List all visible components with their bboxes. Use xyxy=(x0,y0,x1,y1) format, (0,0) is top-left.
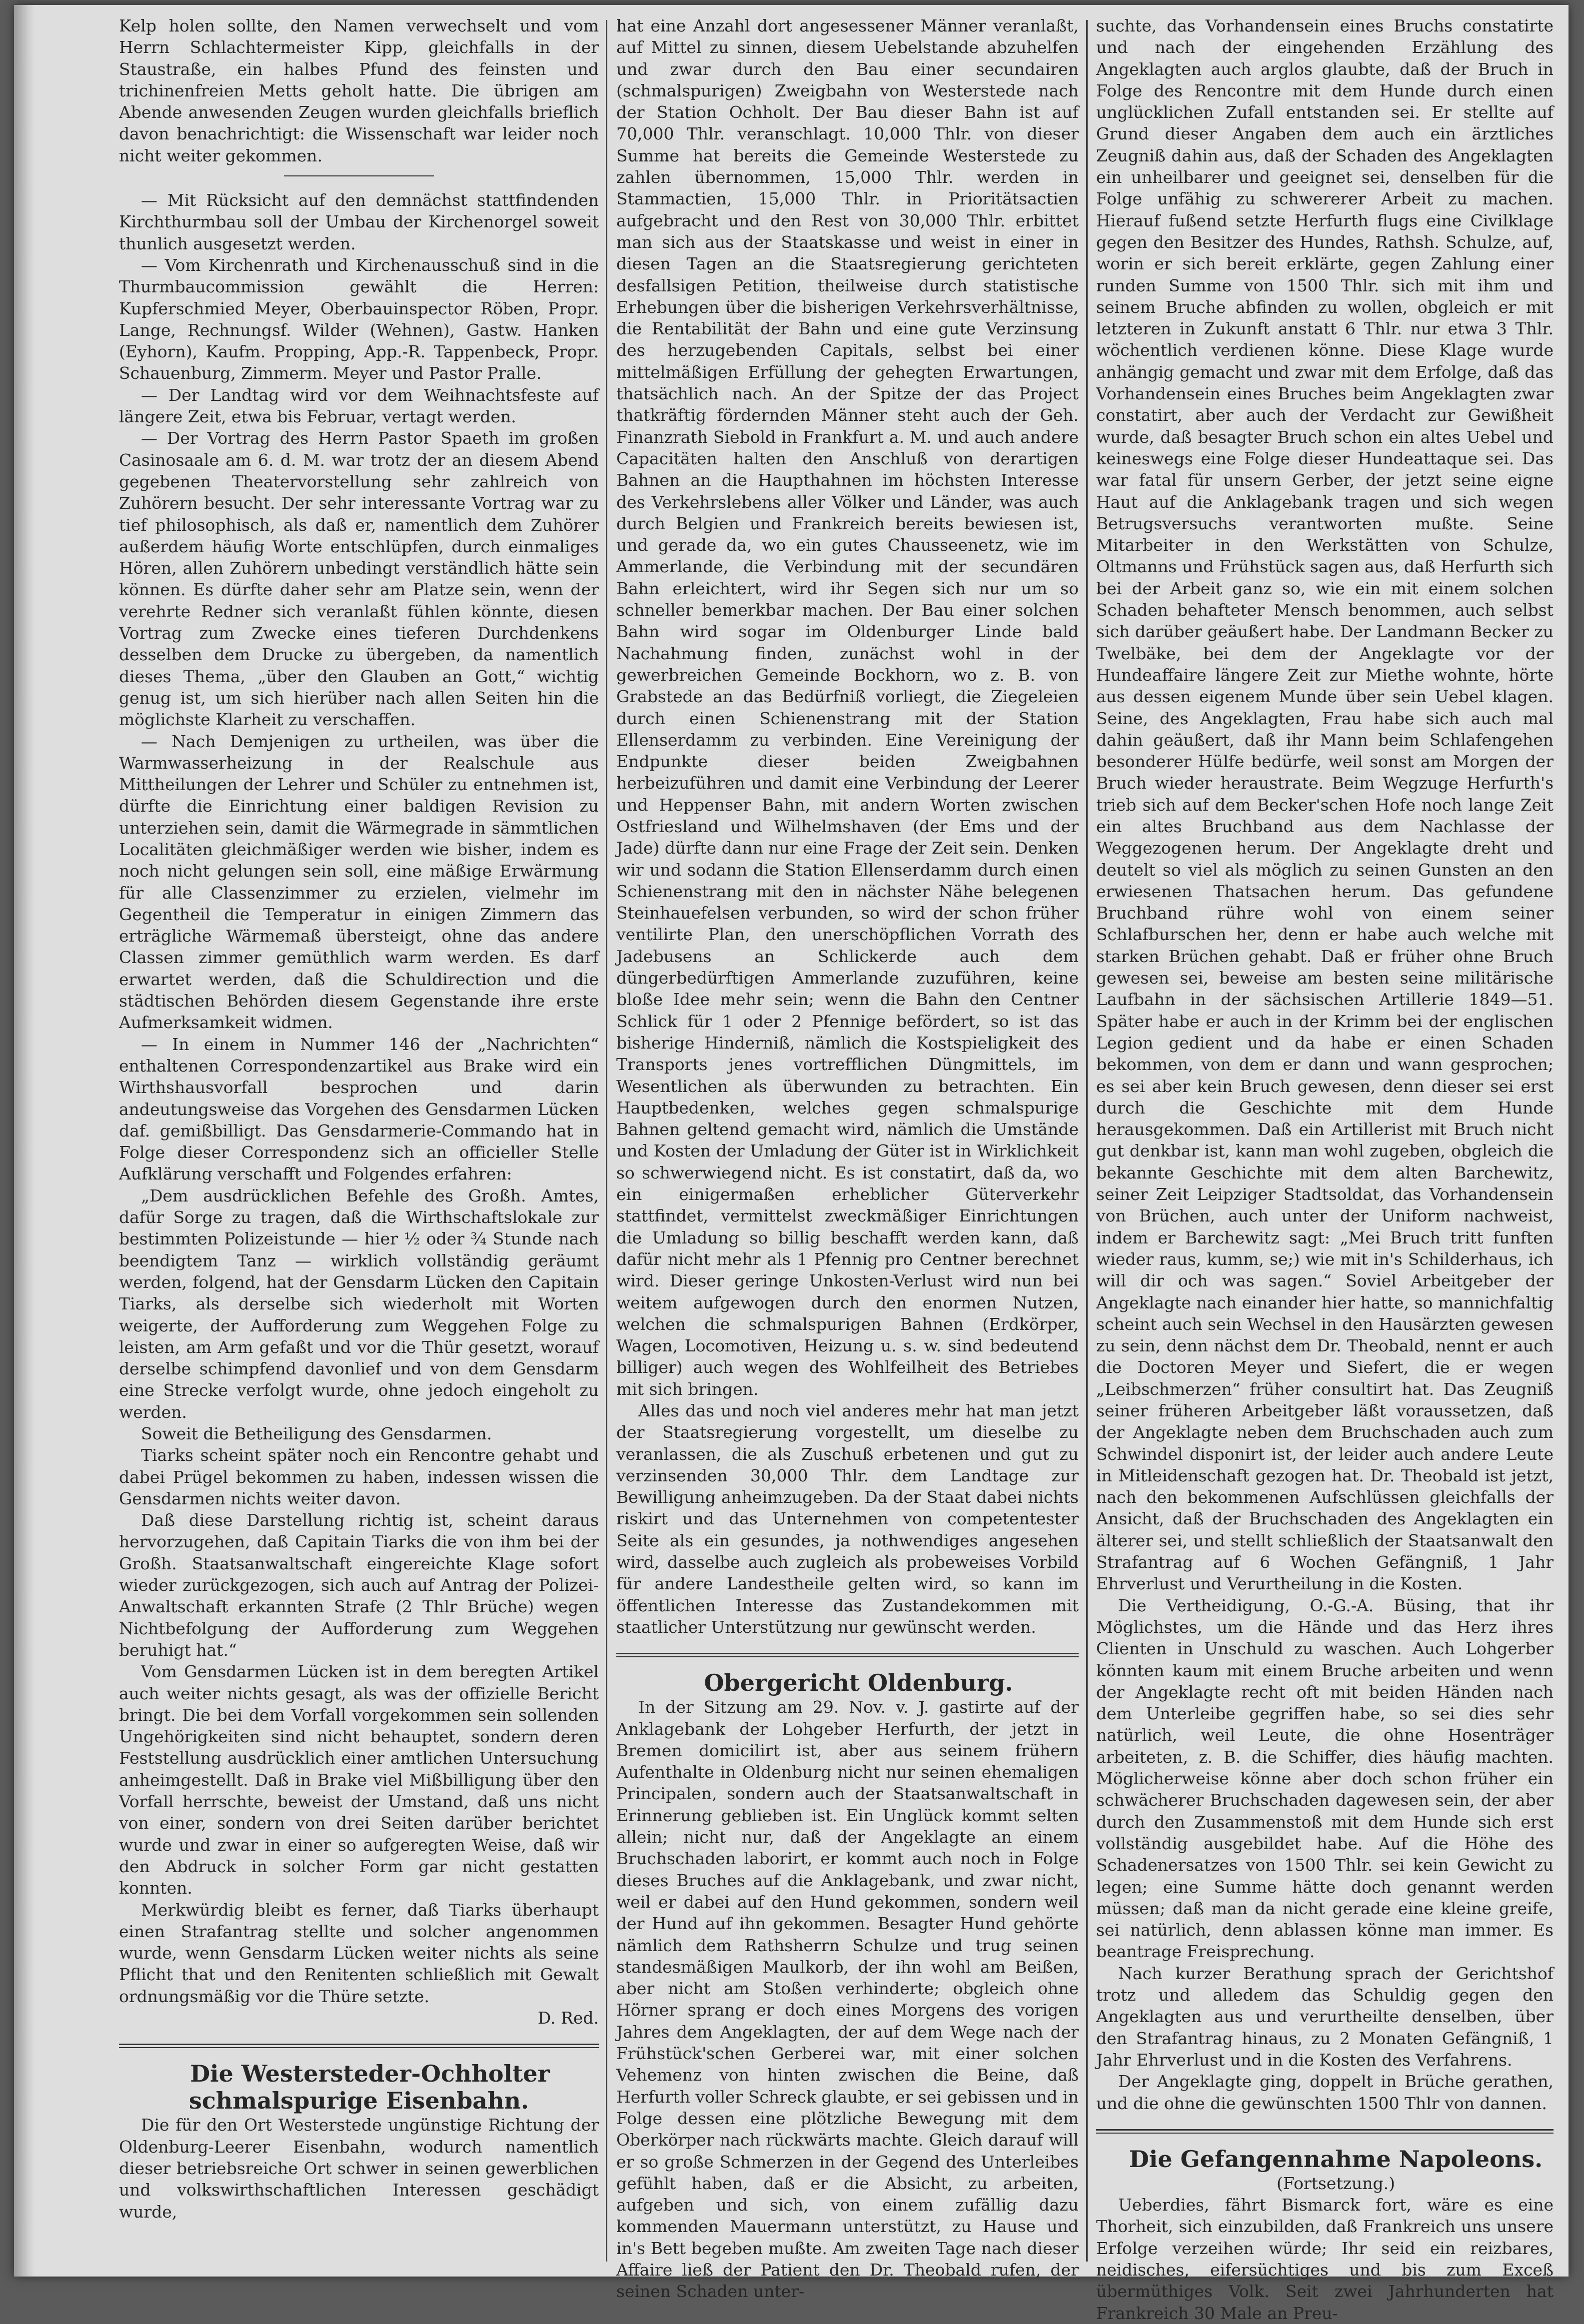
article-paragraph: suchte, das Vorhandensein eines Bruchs constatirte und nach der eingehenden Erzählung des Angeklagten auch arglos glaubte, daß der Bruch in Folge des Rencontre mit dem Hunde durch einen unglücklichen Zufall entstanden sei. Er stellte auf Grund dieser Angaben dem auch ein ärztliches Zeugniß dahin aus, daß der Schaden des Angeklagten ein unheilbarer und geeignet sei, denselben für die Folge unfähig zu schwererer Arbeit zu machen. Hierauf fußend setzte Herfurth flugs eine Civilklage gegen den Besitzer des Hundes, Rathsh. Schulze, auf, worin er sich bereit erklärte, gegen Zahlung einer runden Summe von 1500 Thlr. sich mit ihm und seinem Bruche abfinden zu wollen, obgleich er mit letzteren in Zukunft anstatt 6 Thlr. nur etwa 3 Thlr. wöchentlich verdienen könne. Diese Klage wurde anhängig gemacht und zwar mit dem Erfolge, daß das Vorhandensein eines Bruches beim Angeklagten zwar constatirt, aber auch der Verdacht zur Gewißheit wurde, daß besagter Bruch schon ein altes Uebel und keineswegs eine Folge dieser Hundeattaque sei. Das war fatal für unsern Gerber, der jetzt seine eigne Haut auf die Anklagebank tragen und sich wegen Betrugsversuchs verantworten mußte. Seine Mitarbeiter in den Werkstätten von Schulze, Oltmanns und Frühstück sagen aus, daß Herfurth sich bei der Arbeit ganz so, wie ein mit einem solchen Schaden behafteter Mensch benommen, auch selbst sich darüber geäußert habe. Der Landmann Becker zu Twelbäke, bei dem der Angeklagte vor der Hundeaffaire längere Zeit zur Miethe wohnte, hörte aus dessen eigenem Munde über sein Uebel klagen. Seine, des Angeklagten, Frau habe sich auch mal dahin geäußert, daß ihr Mann beim Schlafengehen besonderer Hülfe bedürfe, weil sonst am Morgen der Bruch wieder heraustrate. Beim Wegzuge Herfurth's trieb sich auf dem Becker'schen Hofe noch lange Zeit ein altes Bruchband aus dem Nachlasse der Weggezogenen herum. Der Angeklagte dreht und deutelt so viel als möglich zu seinen Gunsten an den erwiesenen Thatsachen herum. Das gefundene Bruchband rühre wohl von einem seiner Schlafburschen her, denn er habe auch welche mit starken Brüchen gehabt. Daß er früher ohne Bruch gewesen sei, beweise am besten seine militärische Laufbahn in der sächsischen Artillerie 1849—51. Später habe er auch in der Krimm bei der englischen Legion gedient und da habe er einen Schaden bekommen, von dem er dann und wann gesprochen; es sei aber kein Bruch gewesen, denn dieser sei erst durch die Geschichte mit dem Hunde herausgekommen. Daß ein Artillerist mit Bruch nicht gut denkbar ist, kann man wohl zugeben, obgleich die bekannte Geschichte mit dem alten Barchewitz, seiner Zeit Leipziger Stadtsoldat, das Vorhandensein von Brüchen, auch unter der Uniform nachweist, indem er Barchewitz sagt: „Mei Bruch tritt funften wieder raus, kumm, se;) wie mit in's Schilderhaus, ich will dir och was sagen.“ Soviel Arbeitgeber der Angeklagte nach einander hier hatte, so mannichfaltig scheint auch sein Wechsel in den Hausärzten gewesen zu sein, denn nächst dem Dr. Theobald, nennt er auch die Doctoren Meyer und Siefert, die er wegen „Leibschmerzen“ früher consultirt hat. Das Zeugniß seiner früheren Arbeitgeber läßt voraussetzen, daß der Angeklagte neben dem Bruchschaden auch zum Schwindel disponirt ist, der leider auch andere Leute in Mitleidenschaft gezogen hat. Dr. Theobald ist jetzt, nach den bekommenen Aufschlüssen gleichfalls der Ansicht, daß der Bruchschaden des Angeklagten ein älterer sei, und stellt schließlich der Staatsanwalt den Strafantrag auf 6 Wochen Gefängniß, 1 Jahr Ehrverlust und Verurtheilung in die Kosten. xyxy=(1096,16,1554,1594)
page-binding-edge xyxy=(14,5,35,2277)
article-paragraph: — Der Vortrag des Herrn Pastor Spaeth im großen Casinosaale am 6. d. M. war trotz der an diesem Abend gegebenen Theatervorstellung sehr zahlreich von Zuhörern besucht. Der sehr interessante Vortrag war zu tief philosophisch, als daß er, namentlich dem Zuhörer außerdem häufig Worte entschlüpfen, durch einmaliges Hören, allen Zuhörern unbedingt verständlich hätte sein können. Es dürfte daher sehr am Platze sein, wenn der verehrte Redner sich veranlaßt fühlen könnte, diesen Vortrag zum Zwecke eines tieferen Durchdenkens desselben dem Drucke zu übergeben, da namentlich dieses Thema, „über den Glauben an Gott,“ wichtig genug ist, um sich hierüber nach allen Seiten hin die möglichste Klarheit zu verschaffen. xyxy=(119,428,599,730)
column-rule-1 xyxy=(606,20,607,2262)
section-divider xyxy=(1096,2129,1554,2134)
column-left xyxy=(119,15,599,2267)
article-paragraph: In der Sitzung am 29. Nov. v. J. gastirte auf der Anklagebank der Lohgeber Herfurth, der jetzt in Bremen domicilirt ist, aber aus seinem frühern Aufenthalte in Oldenburg nicht nur seinen ehemaligen Principalen, sondern auch der Staatsanwaltschaft in Erinnerung geblieben ist. Ein Unglück kommt selten allein; nicht nur, daß der Angeklagte an einem Bruchschaden laborirt, er kommt auch noch in Folge dieses Bruches auf die Anklagebank, und zwar nicht, weil er dabei auf den Hund gekommen, sondern weil der Hund auf ihn gekommen. Besagter Hund gehörte nämlich dem Rathsherrn Schulze und trug seinen standesmäßigen Maulkorb, der ihn wohl am Beißen, aber nicht am Stoßen verhinderte; obgleich ohne Hörner sprang er doch eines Morgens des vorigen Jahres dem Angeklagten, der auf dem Wege nach der Frühstück'schen Gerberei war, mit einer solchen Vehemenz von hinten zwischen die Beine, daß Herfurth voller Schreck glaubte, er sei gebissen und in Folge dessen eine plötzliche Bewegung mit dem Oberkörper nach rückwärts machte. Gleich darauf will er so große Schmerzen in der Gegend des Unterleibes gefühlt haben, daß er die Absicht, zu arbeiten, aufgeben und sich, von einem zufällig dazu kommenden Mauermann unterstützt, zu Hause und in's Bett begeben mußte. Am zweiten Tage nach dieser Affaire ließ der Patient den Dr. Theobald rufen, der seinen Schaden unter- xyxy=(616,1697,1079,2302)
article-paragraph: Tiarks scheint später noch ein Rencontre gehabt und dabei Prügel bekommen zu haben, indessen wissen die Gensdarmen nichts weiter davon. xyxy=(119,1445,599,1508)
article-paragraph: Daß diese Darstellung richtig ist, scheint daraus hervorzugehen, daß Capitain Tiarks die von ihm bei der Großh. Staatsanwaltschaft eingereichte Klage sofort wieder zurückgezogen, sich auch auf Antrag der Polizei-Anwaltschaft erkannten Strafe (2 Thlr Brüche) wegen Nichtbefolgung der Aufforderung zum Weggehen beruhigt hat.“ xyxy=(119,1510,599,1660)
section-heading: Die Gefangennahme Napoleons. xyxy=(1129,2145,1543,2173)
column-right xyxy=(1096,15,1554,2323)
article-paragraph: Der Angeklagte ging, doppelt in Brüche gerathen, und die ohne die gewünschten 1500 Thlr von dannen. xyxy=(1096,2072,1554,2113)
signature: D. Red. xyxy=(537,2008,599,2028)
article-paragraph: Die Vertheidigung, O.-G.-A. Büsing, that ihr Möglichstes, um die Hände und das Herz ihres Clienten in Unschuld zu waschen. Auch Lohgerber könnten kaum mit einem Bruche arbeiten und wenn der Angeklagte recht oft mit beiden Händen nach dem Unterleibe gegriffen habe, so sei dies sehr natürlich, weil Leute, die ohne Hosenträger arbeiteten, z. B. die Schiffer, dies häufig machten. Möglicherweise könne aber doch schon früher ein schwächerer Bruchschaden dagewesen sein, der aber durch den Zusammenstoß mit dem Hunde sich erst vollständig ausgebildet habe. Auf die Höhe des Schadenersatzes von 1500 Thlr. sei kein Gewicht zu legen; eine Summe hätte doch genannt werden müssen; daß man da nicht gerade eine kleine greife, sei natürlich, denn ablassen könne man immer. Es beantrage Freisprechung. xyxy=(1096,1595,1554,1962)
article-paragraph: „Dem ausdrücklichen Befehle des Großh. Amtes, dafür Sorge zu tragen, daß die Wirthschaftslokale zur bestimmten Polizeistunde — hier ½ oder ¾ Stunde nach beendigtem Tanz — wirklich vollständig geräumt werden, folgend, hat der Gensdarm Lücken den Capitain Tiarks, als derselbe sich wiederholt mit Worten weigerte, der Aufforderung zum Weggehen Folge zu leisten, am Arm gefaßt und vor die Thür gesetzt, worauf derselbe schimpfend davonlief und von dem Gensdarm eine Strecke verfolgt wurde, ohne jedoch eingeholt zu werden. xyxy=(119,1185,599,1422)
column-rule-2 xyxy=(1086,20,1088,2262)
article-paragraph: — Nach Demjenigen zu urtheilen, was über die Warmwasserheizung in der Realschule aus Mittheilungen der Lehrer und Schüler zu entnehmen ist, dürfte die Einrichtung einer baldigen Revision zu unterziehen sein, damit die Wärmegrade in sämmtlichen Localitäten gleichmäßiger werden wie bisher, indem es noch nicht gelungen sein soll, eine mäßige Erwärmung für alle Classenzimmer zu erzielen, vielmehr im Gegentheil die Temperatur in einigen Zimmern das erträgliche Wärmemaß übersteigt, ohne das andere Classen zimmer gemüthlich warm werden. Es darf erwartet werden, daß die Schuldirection und die städtischen Behörden diesem Gegenstande ihre erste Aufmerksamkeit widmen. xyxy=(119,731,599,1033)
article-paragraph: Vom Gensdarmen Lücken ist in dem beregten Artikel auch weiter nichts gesagt, als was der offizielle Bericht bringt. Die bei dem Vorfall vorgekommen sein sollenden Ungehörigkeiten sind nicht behauptet, sondern deren Feststellung ausdrücklich einer amtlichen Untersuchung anheimgestellt. Daß in Brake viel Mißbilligung über den Vorfall herrschte, beweist der Umstand, daß uns nicht von einer, sondern von drei Seiten darüber berichtet wurde und zwar in einer so aufgeregten Weise, daß wir den Abdruck in solcher Form gar nicht gestatten konnten. xyxy=(119,1662,599,1898)
article-paragraph: Kelp holen sollte, den Namen verwechselt und vom Herrn Schlachtermeister Kipp, gleichfalls in der Staustraße, ein halbes Pfund des feinsten und trichinenfreien Metts geholt hatte. Die übrigen am Abende anwesenden Zeugen wurden gleichfalls brieflich davon benachrichtigt: die Wissenschaft war leider noch nicht weiter gekommen. xyxy=(119,16,599,165)
section-divider xyxy=(119,2044,599,2048)
section-divider xyxy=(616,1653,1079,1657)
article-paragraph: Nach kurzer Berathung sprach der Gerichtshof trotz und alledem das Schuldig gegen den Angeklagten aus und verurtheilte denselben, über den Strafantrag hinaus, zu 2 Monaten Gefängniß, 1 Jahr Ehrverlust und in die Kosten des Verfahrens. xyxy=(1096,1963,1554,2070)
newspaper-page xyxy=(14,5,1569,2323)
article-paragraph: — Vom Kirchenrath und Kirchenausschuß sind in die Thurmbaucommission gewählt die Herren: Kupferschmied Meyer, Oberbauinspector Röben, Propr. Lange, Rechnungsf. Wilder (Wehnen), Gastw. Hanken (Eyhorn), Kaufm. Propping, App.-R. Tappenbeck, Propr. Schauenburg, Zimmerm. Meyer und Pastor Pralle. xyxy=(119,255,599,383)
column-middle xyxy=(616,15,1079,2302)
section-heading: Die Westersteder-Ochholter schmalspurige Eisenbahn. xyxy=(189,2060,550,2115)
section-heading: Obergericht Oldenburg. xyxy=(704,1669,1013,1697)
article-paragraph: Merkwürdig bleibt es ferner, daß Tiarks überhaupt einen Strafantrag stellte und solcher angenommen wurde, wenn Gensdarm Lücken weiter nichts als seine Pflicht that und den Renitenten schließlich mit Gewalt ordnungsmäßig vor die Thüre setzte. xyxy=(119,1900,599,2006)
article-paragraph: — Der Landtag wird vor dem Weihnachtsfeste auf längere Zeit, etwa bis Februar, vertagt werden. xyxy=(119,385,599,427)
article-paragraph: Die für den Ort Westerstede ungünstige Richtung der Oldenburg-Leerer Eisenbahn, wodurch namentlich dieser betriebsreiche Ort schwer in seinen gewerblichen und volkswirthschaftlichen Interessen geschädigt wurde, xyxy=(119,2115,599,2222)
article-paragraph: hat eine Anzahl dort angesessener Männer veranlaßt, auf Mittel zu sinnen, diesem Uebelstande abzuhelfen und zwar durch den Bau einer secundairen (schmalspurigen) Zweigbahn von Westerstede nach der Station Ochholt. Der Bau dieser Bahn ist auf 70,000 Thlr. veranschlagt. 10,000 Thlr. von dieser Summe hat bereits die Gemeinde Westerstede zu zahlen übernommen, 15,000 Thlr. werden in Stammactien, 15,000 Thlr. in Prioritätsactien aufgebracht und den Rest von 30,000 Thlr. erbittet man sich aus der Staatskasse und weist in einer in diesen Tagen an die Staatsregierung gerichteten desfallsigen Petition, theilweise durch statistische Erhebungen über die bisherigen Verkehrsverhältnisse, die Rentabilität der Bahn und eine gute Verzinsung des herzugebenden Capitals, selbst bei einer mittelmäßigen Erfüllung der gehegten Erwartungen, thatsächlich nach. An der Spitze der das Project thatkräftig fördernden Männer steht auch der Geh. Finanzrath Siebold in Frankfurt a. M. und auch andere Capacitäten halten den Anschluß von derartigen Bahnen an die Haupthahnen im höchsten Interesse des Verkehrslebens aller Völker und Länder, was auch durch Belgien und Frankreich bereits bewiesen ist, und gerade da, wo ein gutes Chausseenetz, wie im Ammerlande, die Verbindung mit der secundären Bahn erleichtert, wird ihr Segen sich nur um so schneller bemerkbar machen. Der Bau einer solchen Bahn wird sogar im Oldenburger Linde bald Nachahmung finden, zunächst wohl in der gewerbreichen Gemeinde Bockhorn, wo z. B. von Grabstede an das Bedürfniß vorliegt, die Ziegeleien durch einen Schienenstrang mit der Station Ellenserdamm zu verbinden. Eine Vereinigung der Endpunkte dieser beiden Zweigbahnen herbeizuführen und damit eine Verbindung der Leerer und Heppenser Bahn, mit andern Worten zwischen Ostfriesland und Wilhelmshaven (der Ems und der Jade) dürfte dann nur eine Frage der Zeit sein. Denken wir und sodann die Station Ellenserdamm durch einen Schienenstrang mit den in nächster Nähe belegenen Steinhauefelsen verbunden, so wird der schon früher ventilirte Plan, den unerschöpflichen Vorrath des Jadebusens an Schlickerde auch dem düngerbedürftigen Ammerlande zuzuführen, keine bloße Idee mehr sein; wenn die Bahn den Centner Schlick für 1 oder 2 Pfennige befördert, so ist das bisherige Hinderniß, nämlich die Kostspieligkeit des Transports jenes vortrefflichen Düngmittels, im Wesentlichen als überwunden zu betrachten. Ein Hauptbedenken, welches gegen schmalspurige Bahnen geltend gemacht wird, nämlich die Umstände und Kosten der Umladung der Güter ist in Wirklichkeit so schwerwiegend nicht. Es ist constatirt, daß da, wo ein einigermaßen erheblicher Güterverkehr stattfindet, vermittelst zweckmäßiger Einrichtungen die Umladung so billig beschafft werden kann, daß dafür nicht mehr als 1 Pfennig pro Centner berechnet wird. Dieser geringe Unkosten-Verlust wird nun bei weitem aufgewogen durch den enormen Nutzen, welchen die schmalspurigen Bahnen (Erdkörper, Wagen, Locomotiven, Heizung u. s. w. sind bedeutend billiger) auch wegen des Wohlfeilheit des Betriebes mit sich bringen. xyxy=(616,16,1079,1399)
section-subheading: (Fortsetzung.) xyxy=(1277,2173,1395,2193)
short-rule xyxy=(284,175,434,176)
article-paragraph: — Mit Rücksicht auf den demnächst stattfindenden Kirchthurmbau soll der Umbau der Kirchenorgel soweit thunlich ausgesetzt werden. xyxy=(119,190,599,253)
article-paragraph: Soweit die Betheiligung des Gensdarmen. xyxy=(141,1424,492,1443)
article-paragraph: Alles das und noch viel anderes mehr hat man jetzt der Staatsregierung vorgestellt, um dieselbe zu veranlassen, die als Zuschuß erbetenen und gut zu verzinsenden 30,000 Thlr. dem Landtage zur Bewilligung anheimzugeben. Da der Staat dabei nichts riskirt und das Unternehmen von competentester Seite als ein gesundes, ja nothwendiges angesehen wird, dasselbe auch zugleich als probeweises Vorbild für andere Landestheile gelten wird, so kann im öffentlichen Interesse das Zustandekommen mit staatlicher Unterstützung nur gewünscht werden. xyxy=(616,1401,1079,1637)
article-paragraph: — In einem in Nummer 146 der „Nachrichten“ enthaltenen Correspondenzartikel aus Brake wird ein Wirthshausvorfall besprochen und darin andeutungsweise das Vorgehen des Gensdarmen Lücken daf. gemißbilligt. Das Gensdarmerie-Commando hat in Folge dieser Correspondenz sich an officieller Stelle Aufklärung verschafft und Folgendes erfahren: xyxy=(119,1034,599,1184)
article-paragraph: Ueberdies, fährt Bismarck fort, wäre es eine Thorheit, sich einzubilden, daß Frankreich uns unsere Erfolge verzeihen würde; Ihr seid ein reizbares, neidisches, eifersüchtiges und bis zum Exceß übermüthiges Volk. Seit zwei Jahrhunderten hat Frankreich 30 Male an Preu- xyxy=(1096,2195,1554,2323)
